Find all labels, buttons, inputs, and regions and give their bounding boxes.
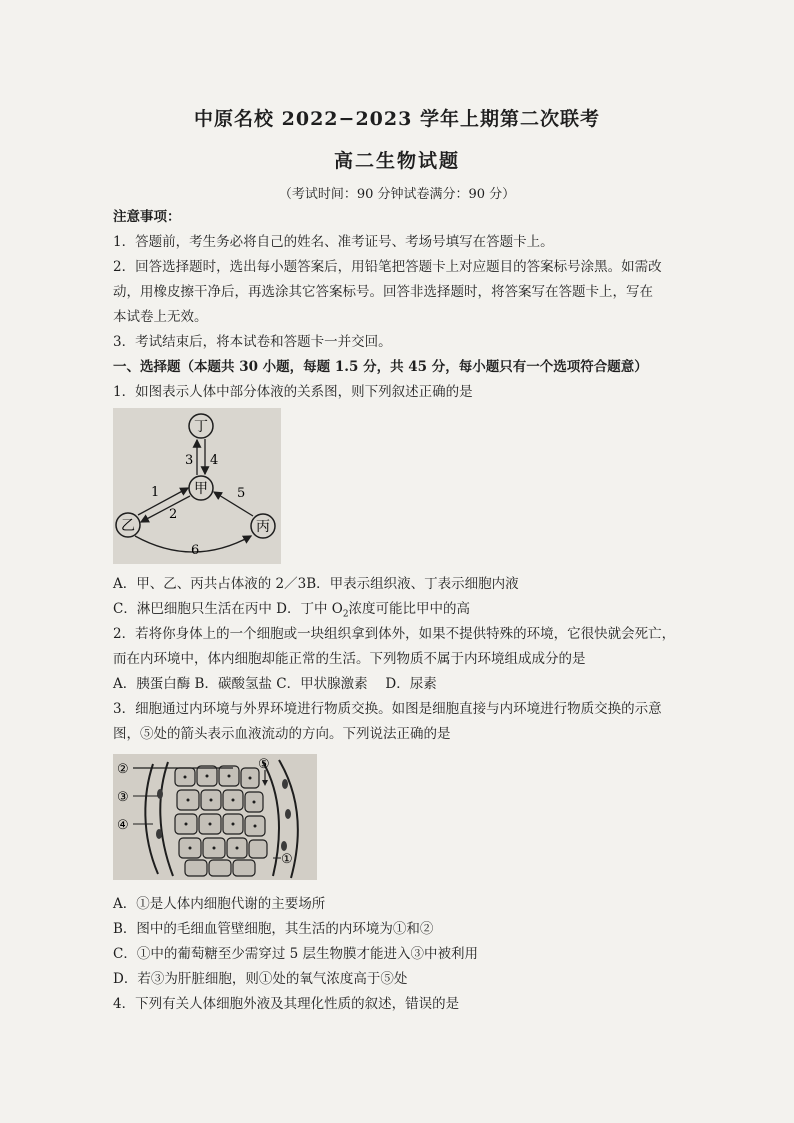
- notice-item: 1．答题前，考生务必将自己的姓名、准考证号、考场号填写在答题卡上。: [113, 234, 554, 250]
- exam-info: （考试时间：90 分钟试卷满分：90 分）: [278, 187, 516, 202]
- arrow-label-3: 3: [185, 453, 194, 468]
- arrow-label-4: 4: [210, 453, 219, 468]
- tissue-label-3: ③: [117, 790, 129, 805]
- question-1-stem: 1．如图表示人体中部分体液的关系图，则下列叙述正确的是: [113, 384, 473, 400]
- tissue-label-1: ①: [281, 852, 293, 867]
- question-1-options-ab: A．甲、乙、丙共占体液的 2／3B．甲表示组织液、丁表示细胞内液: [113, 576, 519, 592]
- node-jia-label: 甲: [194, 481, 208, 497]
- question-4-stem: 4．下列有关人体细胞外液及其理化性质的叙述，错误的是: [113, 996, 460, 1012]
- arrow-label-2: 2: [169, 507, 178, 522]
- option-d-rest: 浓度可能比甲中的高: [348, 601, 471, 617]
- notice-item: 2．回答选择题时，选出每小题答案后，用铅笔把答题卡上对应题目的答案标号涂黑。如需改: [113, 259, 662, 275]
- question-2-stem: 2．若将你身体上的一个细胞或一块组织拿到体外，如果不提供特殊的环境，它很快就会死亡，: [113, 626, 676, 642]
- arrow-label-1: 1: [151, 485, 160, 500]
- question-1-options-cd: [113, 600, 693, 624]
- tissue-label-5: ⑤: [258, 757, 270, 772]
- tissue-diagram: [113, 754, 317, 880]
- notice-item: 动，用橡皮擦干净后，再选涂其它答案标号。回答非选择题时，将答案写在答题卡上，写在: [113, 284, 653, 300]
- exam-subtitle: 高二生物试题: [333, 150, 460, 172]
- question-2-options: A．胰蛋白酶 B．碳酸氢盐 C．甲状腺激素 D．尿素: [113, 676, 437, 692]
- question-2-stem-cont: 而在内环境中，体内细胞却能正常的生活。下列物质不属于内环境组成成分的是: [113, 651, 586, 667]
- body-fluid-diagram: [113, 408, 281, 564]
- question-3-option-c: C．①中的葡萄糖至少需穿过 5 层生物膜才能进入③中被利用: [113, 946, 479, 962]
- oxygen-subscript: 2: [342, 609, 349, 620]
- node-ding-label: 丁: [194, 419, 208, 435]
- arrow-label-5: 5: [237, 486, 246, 501]
- question-3-stem: 3．细胞通过内环境与外界环境进行物质交换。如图是细胞直接与内环境进行物质交换的示意: [113, 701, 662, 717]
- section-heading: 一、选择题（本题共 30 小题，每题 1.5 分，共 45 分，每小题只有一个选项符合题意）: [113, 359, 648, 375]
- arrow-label-6: 6: [191, 543, 200, 558]
- exam-title: 中原名校 2022−2023 学年上期第二次联考: [194, 108, 600, 130]
- option-c-d-text: C．淋巴细胞只生活在丙中 D．丁中 O: [113, 601, 343, 617]
- body-fluid-diagram-svg: [113, 408, 281, 564]
- question-3-option-b: B．图中的毛细血管壁细胞，其生活的内环境为①和②: [113, 921, 434, 937]
- question-3-stem-cont: 图，⑤处的箭头表示血液流动的方向。下列说法正确的是: [113, 726, 451, 742]
- tissue-label-4: ④: [117, 818, 129, 833]
- notice-item: 本试卷上无效。: [113, 309, 208, 325]
- tissue-label-2: ②: [117, 762, 129, 777]
- tissue-diagram-svg: [113, 754, 317, 880]
- question-3-option-a: A．①是人体内细胞代谢的主要场所: [113, 896, 326, 912]
- node-yi-label: 乙: [121, 518, 135, 534]
- node-bing-label: 丙: [256, 519, 270, 535]
- notice-heading: 注意事项：: [113, 209, 181, 225]
- arrow-5: [214, 492, 253, 516]
- notice-item: 3．考试结束后，将本试卷和答题卡一并交回。: [113, 334, 392, 350]
- question-3-option-d: D．若③为肝脏细胞，则①处的氧气浓度高于⑤处: [113, 971, 408, 987]
